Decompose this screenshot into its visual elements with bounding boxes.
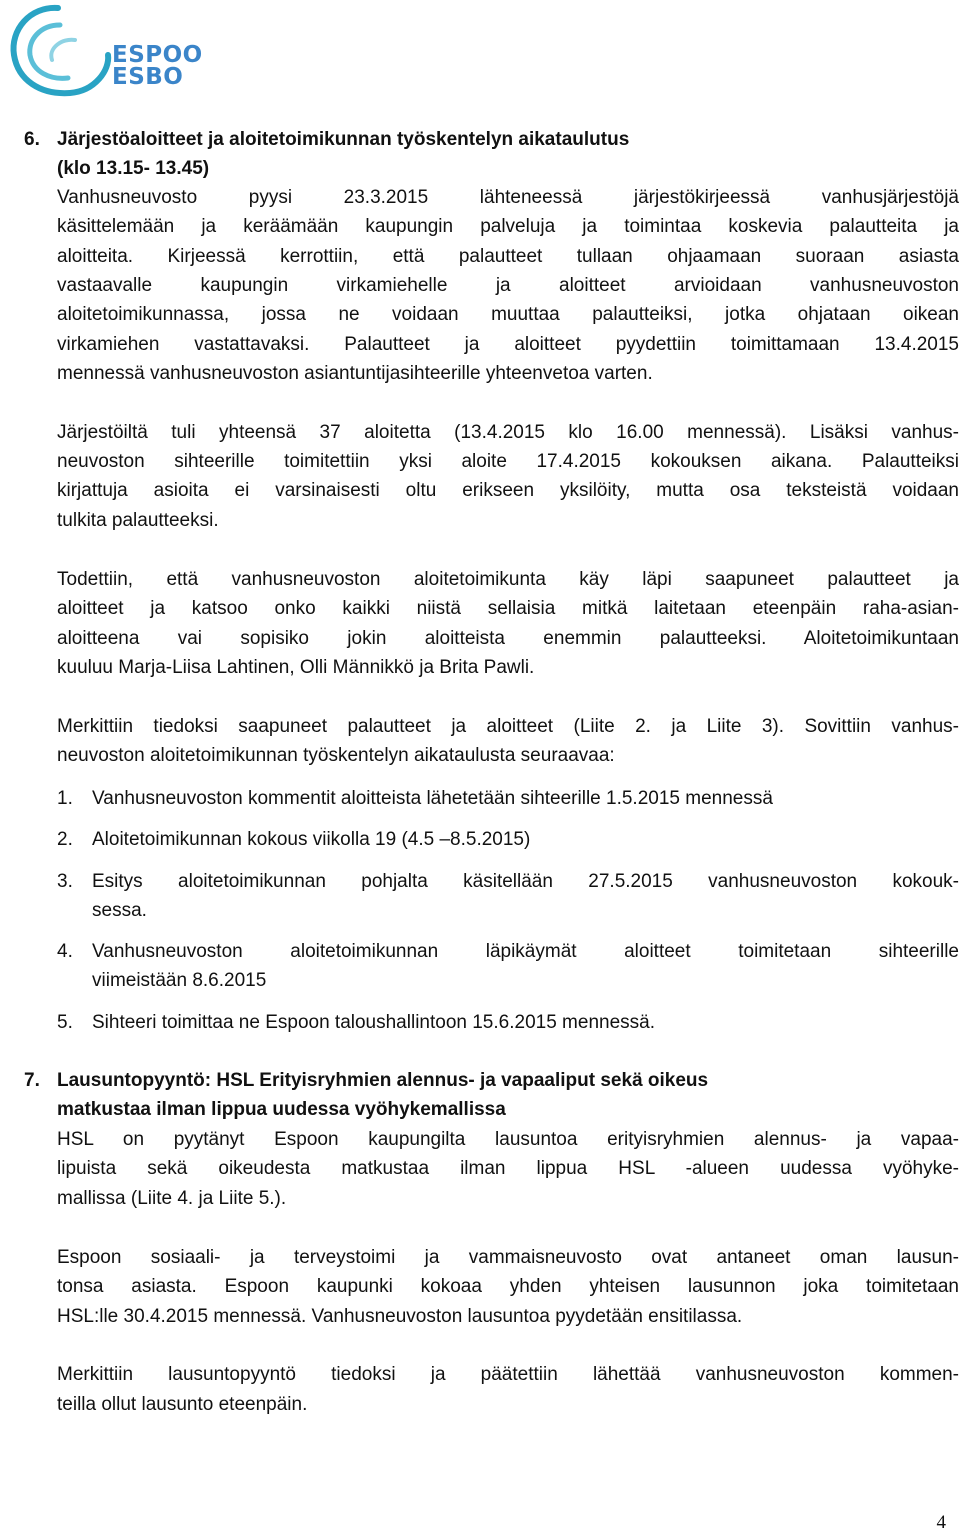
s6-p1-line: aloitteita. Kirjeessä kerrottiin, että palautteet tullaan ohjaamaan suoraan asiasta xyxy=(57,246,959,267)
s6-p2-line: tulkita palautteeksi. xyxy=(57,510,219,531)
s7-p1-line: HSL on pyytänyt Espoon kaupungilta lausuntoa erityisryhmien alennus- ja vapaa- xyxy=(57,1129,959,1150)
section-7-title-line-1: Lausuntopyyntö: HSL Erityisryhmien alennus- ja vapaaliput sekä oikeus xyxy=(57,1070,709,1091)
list-item-number: 2. xyxy=(57,829,73,850)
espoo-logo xyxy=(0,0,210,100)
logo-line-esbo: ESBO xyxy=(112,64,184,90)
list-item-number: 5. xyxy=(57,1012,73,1033)
s6-p1-line: vastaavalle kaupungin virkamiehelle ja aloitteet arvioidaan vanhusneuvoston xyxy=(57,275,959,296)
section-6-title-line-1: Järjestöaloitteet ja aloitetoimikunnan työskentelyn aikataulutus xyxy=(57,129,630,150)
s6-p1-line: virkamiehen vastattavaksi. Palautteet ja aloitteet pyydettiin toimittamaan 13.4.2015 xyxy=(57,334,959,355)
section-6-number: 6. xyxy=(24,129,40,150)
section-7-number: 7. xyxy=(24,1070,40,1091)
logo-line-espoo: ESPOO xyxy=(112,42,203,68)
s7-p1-line: lipuista sekä oikeudesta matkustaa ilman lippua HSL -alueen uudessa vyöhyke- xyxy=(57,1158,959,1179)
s6-p3-line: kuuluu Marja-Liisa Lahtinen, Olli Männikkö ja Brita Pawli. xyxy=(57,657,535,678)
list-item-number: 4. xyxy=(57,941,73,962)
s6-p1-line: Vanhusneuvosto pyysi 23.3.2015 lähteneessä järjestökirjeessä vanhusjärjestöjä xyxy=(57,187,959,208)
s7-p2-line: HSL:lle 30.4.2015 mennessä. Vanhusneuvoston lausuntoa pyydetään ensitilassa. xyxy=(57,1306,743,1327)
list-item-number: 1. xyxy=(57,788,73,809)
s7-p3-line: teilla ollut lausunto eteenpäin. xyxy=(57,1394,308,1415)
s6-p4-line: neuvoston aloitetoimikunnan työskentelyn aikataulusta seuraavaa: xyxy=(57,745,615,766)
page-number: 4 xyxy=(936,1512,946,1533)
s6-p2-line: neuvoston sihteerille toimitettiin yksi aloite 17.4.2015 kokouksen aikana. Palautteiksi xyxy=(57,451,959,472)
list-item-line: Esitys aloitetoimikunnan pohjalta käsitellään 27.5.2015 vanhusneuvoston kokouk- xyxy=(92,871,959,892)
list-item-line: Vanhusneuvoston aloitetoimikunnan läpikäymät aloitteet toimitetaan sihteerille xyxy=(92,941,959,962)
section-7-title-line-2: matkustaa ilman lippua uudessa vyöhykemallissa xyxy=(57,1099,506,1120)
list-item-line: Aloitetoimikunnan kokous viikolla 19 (4.5 –8.5.2015) xyxy=(92,829,531,850)
s7-p1-line: mallissa (Liite 4. ja Liite 5.). xyxy=(57,1188,287,1209)
s6-p1-line: mennessä vanhusneuvoston asiantuntijasihteerille yhteenvetoa varten. xyxy=(57,363,653,384)
s6-p2-line: kirjattuja asioita ei varsinaisesti oltu erikseen yksilöity, mutta osa teksteistä voidaan xyxy=(57,480,959,501)
s6-p2-line: Järjestöiltä tuli yhteensä 37 aloitetta (13.4.2015 klo 16.00 mennessä). Lisäksi vanhus- xyxy=(57,422,959,443)
list-item-line: Vanhusneuvoston kommentit aloitteista lähetetään sihteerille 1.5.2015 mennessä xyxy=(92,788,773,809)
list-item-number: 3. xyxy=(57,871,73,892)
s6-p3-line: Todettiin, että vanhusneuvoston aloitetoimikunta käy läpi saapuneet palautteet ja xyxy=(57,569,959,590)
s7-p2-line: tonsa asiasta. Espoon kaupunki kokoaa yhden yhteisen lausunnon joka toimitetaan xyxy=(57,1276,959,1297)
s6-p4-line: Merkittiin tiedoksi saapuneet palautteet ja aloitteet (Liite 2. ja Liite 3). Sovittiin vanhus- xyxy=(57,716,959,737)
list-item-line: Sihteeri toimittaa ne Espoon taloushallintoon 15.6.2015 mennessä. xyxy=(92,1012,655,1033)
s6-p3-line: aloitteena vai sopisiko jokin aloitteista enemmin palautteeksi. Aloitetoimikuntaan xyxy=(57,628,959,649)
list-item-line: viimeistään 8.6.2015 xyxy=(92,970,267,991)
s6-p1-line: käsittelemään ja keräämään kaupungin palveluja ja toimintaa koskevia palautteita ja xyxy=(57,216,959,237)
list-item-line: sessa. xyxy=(92,900,147,921)
s6-p1-line: aloitetoimikunnassa, jossa ne voidaan muuttaa palautteiksi, jotka ohjataan oikean xyxy=(57,304,959,325)
section-6-title-line-2: (klo 13.15- 13.45) xyxy=(57,158,210,179)
s6-p3-line: aloitteet ja katsoo onko kaikki niistä sellaisia mitkä laitetaan eteenpäin raha-asian- xyxy=(57,598,959,619)
s7-p2-line: Espoon sosiaali- ja terveystoimi ja vammaisneuvosto ovat antaneet oman lausun- xyxy=(57,1247,959,1268)
s7-p3-line: Merkittiin lausuntopyyntö tiedoksi ja päätettiin lähettää vanhusneuvoston kommen- xyxy=(57,1364,959,1385)
